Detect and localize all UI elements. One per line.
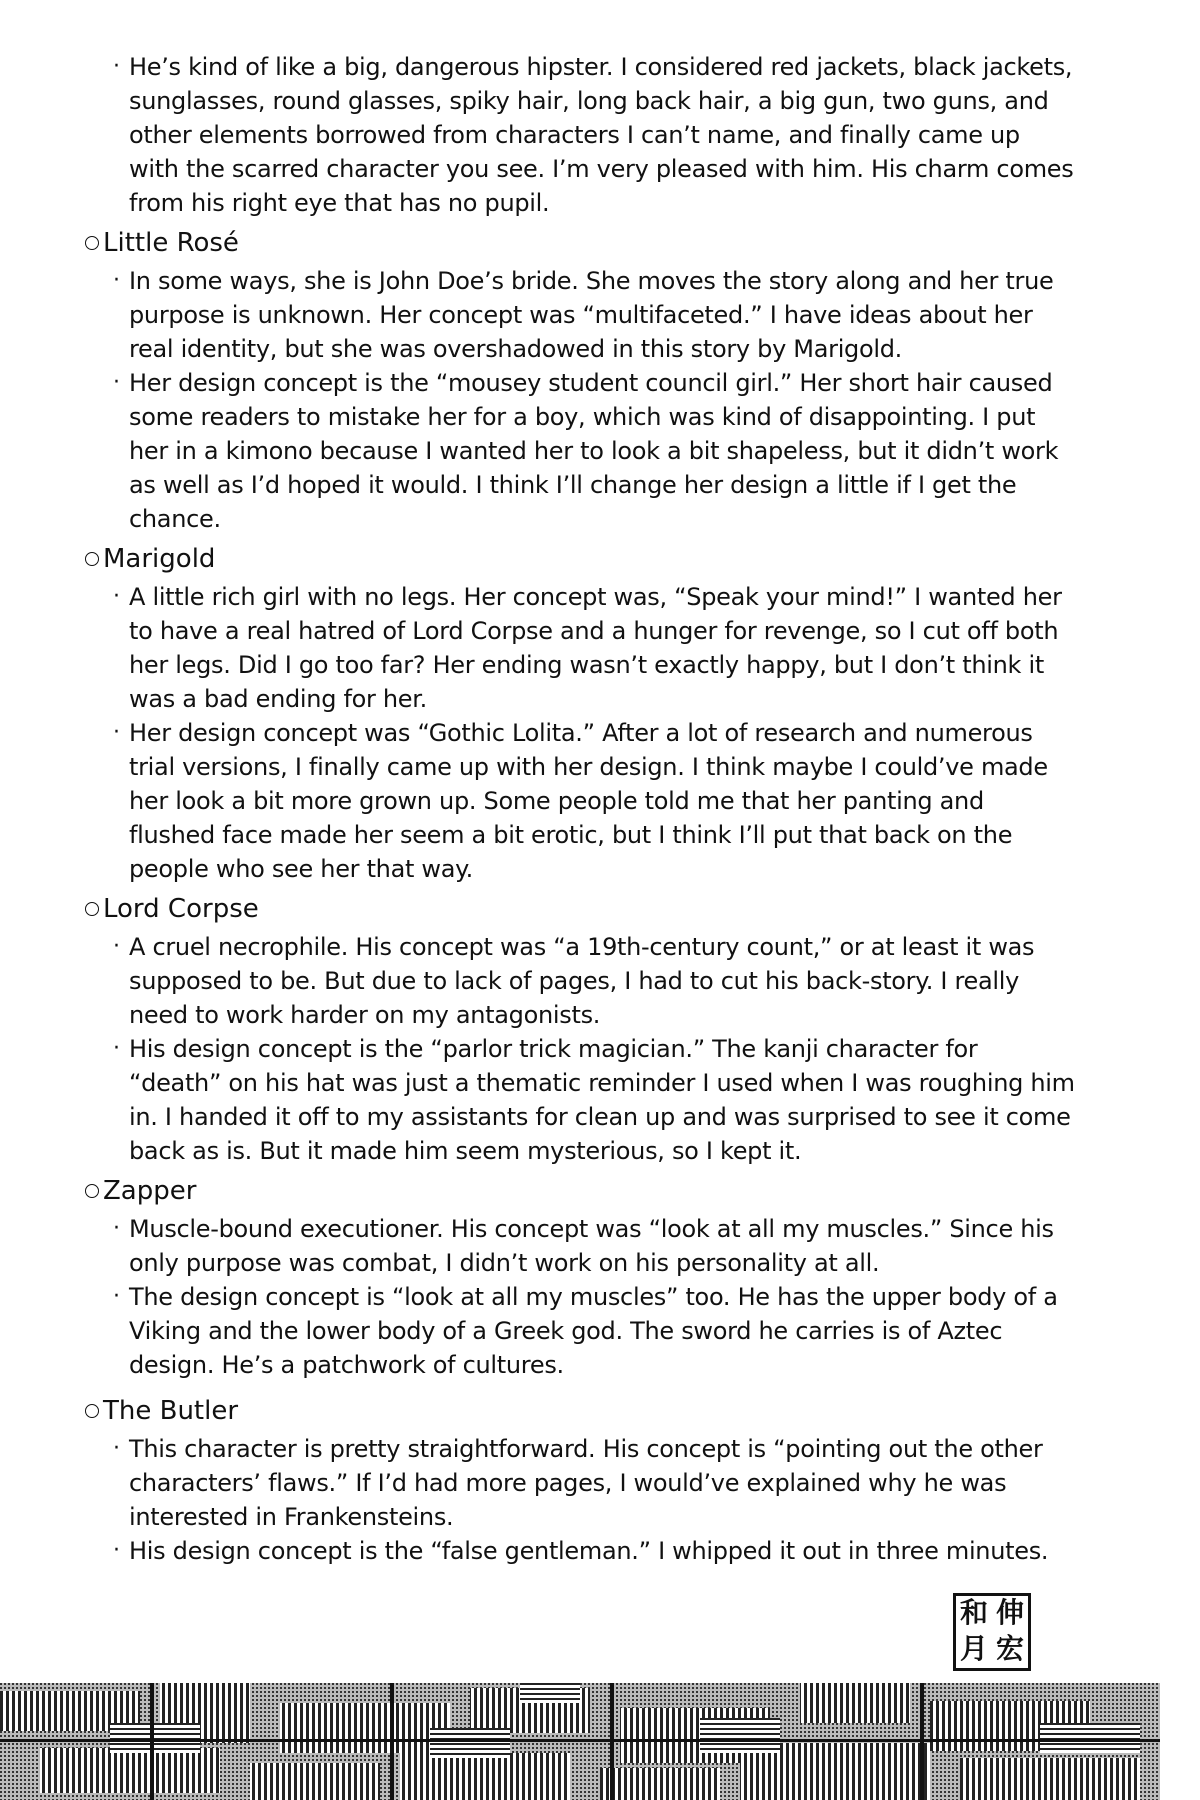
- note-bullet: · Muscle-bound executioner. His concept was “look at all my muscles.” Since his only purpose was combat, I didn’t work on his personality at all.: [85, 1212, 1075, 1280]
- seal-char: 宏: [995, 1632, 1024, 1665]
- seal-char: 月: [959, 1632, 988, 1665]
- character-heading: [85, 1172, 1075, 1210]
- section-zapper: [85, 1172, 1075, 1382]
- note-bullet: · A cruel necrophile. His concept was “a 19th-century count,” or at least it was supposed to be. But due to lack of pages, I had to cut his back-story. I really need to work harder on my antagonists.: [85, 930, 1075, 1032]
- heading-text: Little Rosé: [103, 228, 239, 258]
- character-heading: [85, 540, 1075, 578]
- section-the-butler: [85, 1392, 1075, 1568]
- section-lord-corpse: [85, 890, 1075, 1168]
- note-bullet: · A little rich girl with no legs. Her concept was, “Speak your mind!” I wanted her to have a real hatred of Lord Corpse and a hunger for revenge, so I cut off both her legs. Did I go too far? Her ending wasn’t exactly happy, but I don’t think it was a bad ending for her.: [85, 580, 1075, 716]
- note-bullet: · His design concept is the “false gentleman.” I whipped it out in three minutes.: [85, 1534, 1075, 1568]
- circle-bullet-icon: [85, 1184, 99, 1198]
- character-heading: [85, 224, 1075, 262]
- section-continuation: [85, 50, 1075, 220]
- heading-text: Lord Corpse: [103, 894, 259, 924]
- character-heading: [85, 1392, 1075, 1430]
- note-bullet: · The design concept is “look at all my muscles” too. He has the upper body of a Viking and the lower body of a Greek god. The sword he carries is of Aztec design. He’s a patchwork of cultures.: [85, 1280, 1075, 1382]
- note-bullet: · He’s kind of like a big, dangerous hipster. I considered red jackets, black jackets, sunglasses, round glasses, spiky hair, long back hair, a big gun, two guns, and other elements borrowed from characters I can’t name, and finally came up with the scarred character you see. I’m very pleased with him. His charm comes from his right eye that has no pupil.: [85, 50, 1075, 220]
- note-bullet: · In some ways, she is John Doe’s bride. She moves the story along and her true purpose is unknown. Her concept was “multifaceted.” I have ideas about her real identity, but she was overshadowed in this story by Marigold.: [85, 264, 1075, 366]
- heading-text: Marigold: [103, 544, 216, 574]
- circle-bullet-icon: [85, 1404, 99, 1418]
- notes-content: [85, 50, 1075, 1568]
- heading-text: The Butler: [103, 1396, 239, 1426]
- circle-bullet-icon: [85, 552, 99, 566]
- seal-char: 和: [959, 1596, 988, 1629]
- seal-char: 伸: [995, 1596, 1024, 1629]
- circle-bullet-icon: [85, 236, 99, 250]
- character-heading: [85, 890, 1075, 928]
- section-little-rose: [85, 224, 1075, 536]
- author-seal: [953, 1593, 1031, 1671]
- circle-bullet-icon: [85, 902, 99, 916]
- heading-text: Zapper: [103, 1176, 197, 1206]
- note-bullet: · His design concept is the “parlor trick magician.” The kanji character for “death” on his hat was just a thematic reminder I used when I was roughing him in. I handed it off to my assistants for clean up and was surprised to see it come back as is. But it made him seem mysterious, so I kept it.: [85, 1032, 1075, 1168]
- note-bullet: · Her design concept is the “mousey student council girl.” Her short hair caused some readers to mistake her for a boy, which was kind of disappointing. I put her in a kimono because I wanted her to look a bit shapeless, but it didn’t work as well as I’d hoped it would. I think I’ll change her design a little if I get the chance.: [85, 366, 1075, 536]
- decorative-pattern-band: [0, 1683, 1160, 1800]
- note-bullet: · This character is pretty straightforward. His concept is “pointing out the other characters’ flaws.” If I’d had more pages, I would’ve explained why he was interested in Frankensteins.: [85, 1432, 1075, 1534]
- section-marigold: [85, 540, 1075, 886]
- note-bullet: · Her design concept was “Gothic Lolita.” After a lot of research and numerous trial versions, I finally came up with her design. I think maybe I could’ve made her look a bit more grown up. Some people told me that her panting and flushed face made her seem a bit erotic, but I think I’ll put that back on the people who see her that way.: [85, 716, 1075, 886]
